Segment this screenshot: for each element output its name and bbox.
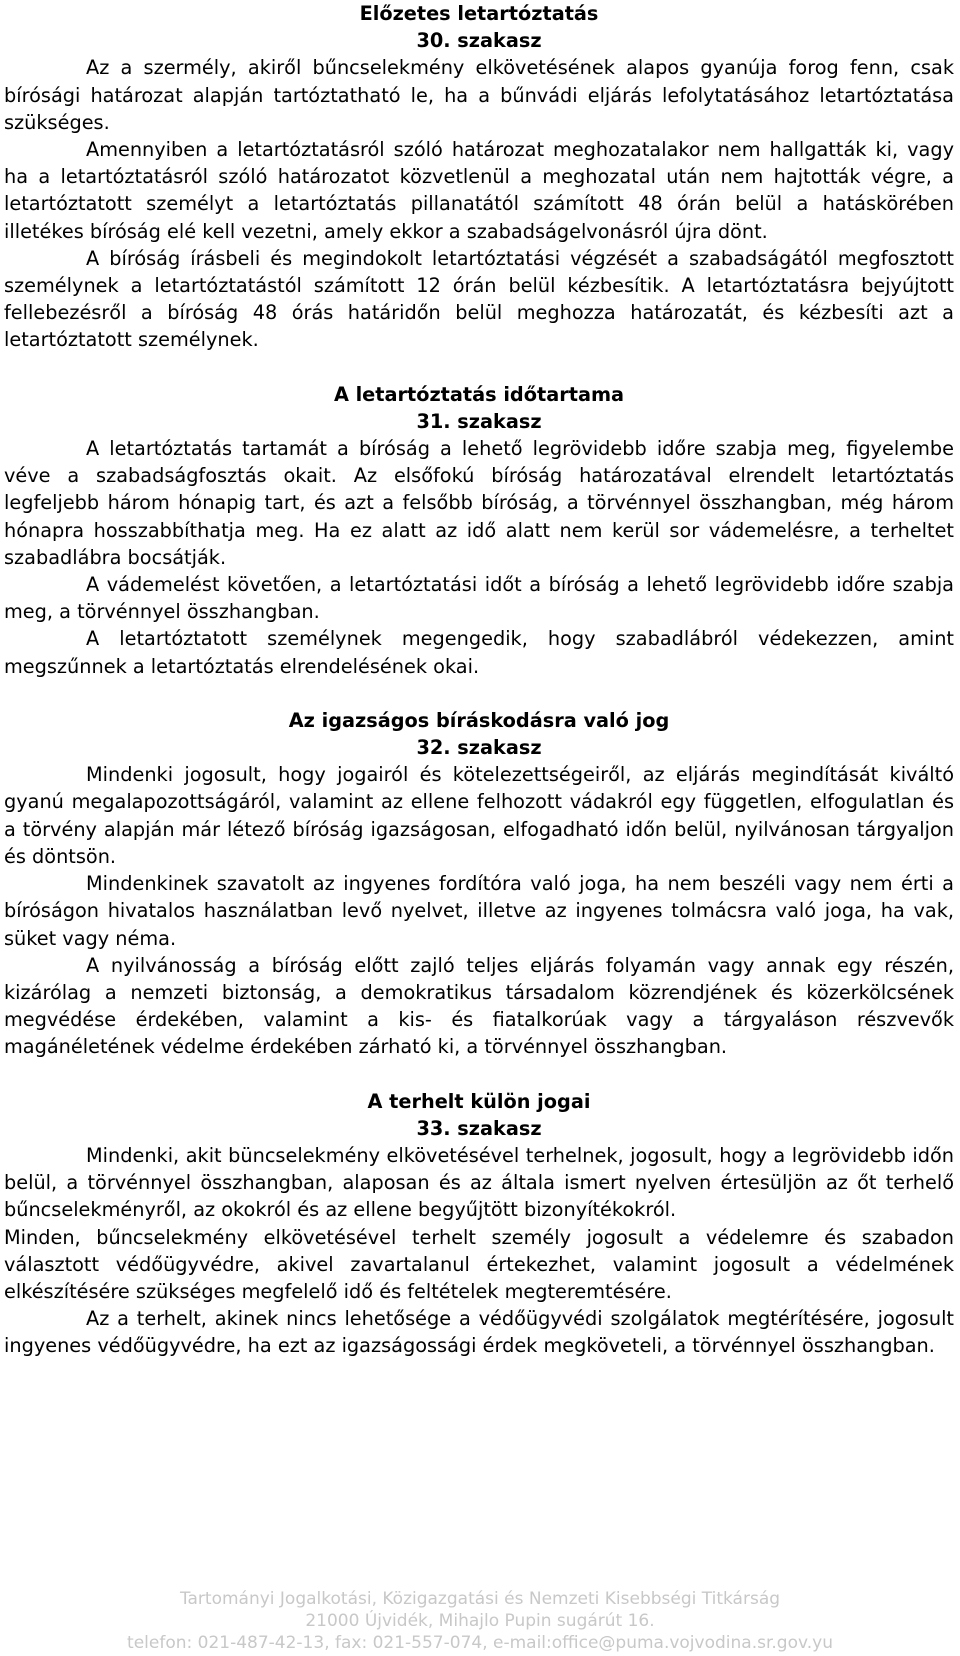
document-body bbox=[4, 0, 954, 1360]
paragraph: Minden, bűncselekmény elkövetésével terhelt személy jogosult a védelemre és szabadon választott védőügyvédre, akivel zavartalanul értekezhet, valamint jogosult a védelmének elkészítésére szükséges megfelelő idő és feltételek megteremtésére. bbox=[4, 1225, 954, 1303]
section-number: 30. szakasz bbox=[416, 29, 542, 53]
footer-contact: telefon: 021-487-42-13, fax: 021-557-074, e-mail:office@puma.vojvodina.sr.gov.yu bbox=[127, 1633, 833, 1653]
paragraph: Amennyiben a letartóztatásról szóló határozat meghozatalakor nem hallgatták ki, vagy ha a letartóztatásról szóló határozatot közvetlenül a meghozatal után nem hajtották végre, a letartóztatott személyt a letartóztatás pillanatától számított 48 órán belül a hatáskörében illetékes bíróság elé kell vezetni, amely ekkor a szabadságelvonásról újra dönt. bbox=[4, 138, 954, 243]
section-number: 31. szakasz bbox=[416, 409, 542, 433]
section-title: Az igazságos bíráskodásra való jog bbox=[288, 708, 670, 732]
footer-address: 21000 Újvidék, Mihajlo Pupin sugárút 16. bbox=[305, 1611, 655, 1631]
paragraph: Az a terhelt, akinek nincs lehetősége a védőügyvédi szolgálatok megtérítésére, jogosult ingyenes védőügyvédre, ha ezt az igazságossági érdek megköveteli, a törvénnyel összhangban. bbox=[4, 1307, 954, 1358]
paragraph: A letartóztatás tartamát a bíróság a lehető legrövidebb időre szabja meg, figyelembe véve a szabadságfosztás okait. Az elsőfokú bíróság határozatával elrendelt letartóztatás legfeljebb három hónapig tart, és azt a felsőbb bíróság, a törvénnyel összhangban, még három hónapra hosszabbíthatja meg. Ha ez alatt az idő alatt nem kerül sor vádemelésre, a terheltet szabadlábra bocsátják. bbox=[4, 437, 954, 569]
paragraph: Mindenkinek szavatolt az ingyenes fordítóra való joga, ha nem beszéli vagy nem érti a bíróságon hivatalos használatban levő nyelvet, illetve az ingyenes tolmácsra való joga, ha vak, süket vagy néma. bbox=[4, 872, 954, 950]
paragraph: A letartóztatott személynek megengedik, hogy szabadlábról védekezzen, amint megszűnnek a letartóztatás elrendelésének okai. bbox=[4, 627, 954, 678]
section-number: 33. szakasz bbox=[416, 1116, 542, 1140]
section-title: Előzetes letartóztatás bbox=[359, 2, 599, 25]
section-number: 32. szakasz bbox=[416, 736, 542, 760]
section-title: A terhelt külön jogai bbox=[367, 1089, 591, 1113]
paragraph: A bíróság írásbeli és megindokolt letartóztatási végzését a szabadságától megfosztott személynek a letartóztatástól számított 12 órán belül kézbesítik. A letartóztatásra bejyújtott fellebezésről a bíróság 48 órás határidőn belül meghozza határozatát, és kézbesíti azt a letartóztatott személynek. bbox=[4, 246, 954, 352]
page-footer bbox=[0, 1588, 960, 1654]
paragraph: Mindenki, akit büncselekmény elkövetésével terhelnek, jogosult, hogy a legrövidebb időn belül, a törvénnyel összhangban, alaposan és az általa ismert nyelven értesüljön az őt terhelő bűncselekményről, az okokról és az ellene begyűjtött bizonyítékokról. bbox=[4, 1143, 954, 1222]
section-title: A letartóztatás időtartama bbox=[333, 382, 625, 406]
paragraph: A vádemelést követően, a letartóztatási időt a bíróság a lehető legrövidebb időre szabja meg, a törvénnyel összhangban. bbox=[4, 573, 954, 624]
paragraph: Az a szermély, akiről bűncselekmény elkövetésének alapos gyanúja forog fenn, csak bírósági határozat alapján tartóztatható le, ha a bűnvádi eljárás lefolytatásához letartóztatása szükséges. bbox=[4, 56, 954, 134]
paragraph: A nyilvánosság a bíróság előtt zajló teljes eljárás folyamán vagy annak egy részén, kizárólag a nemzeti biztonság, a demokratikus társadalom közrendjének és közerkölcsének megvédése érdekében, valamint a kis- és fiatalkorúak vagy a tárgyaláson részvevők magánéletének védelme érdekében zárható ki, a törvénnyel összhangban. bbox=[4, 953, 954, 1059]
footer-office: Tartományi Jogalkotási, Közigazgatási és Nemzeti Kisebbségi Titkárság bbox=[179, 1589, 781, 1609]
paragraph: Mindenki jogosult, hogy jogairól és kötelezettségeiről, az eljárás megindítását kiváltó gyanú megalapozottságáról, valamint az ellene felhozott vádakról egy független, elfogulatlan és a törvény alapján már létező bíróság igazságosan, elfogadható időn belül, nyilvánosan tárgyaljon és döntsön. bbox=[4, 763, 954, 868]
